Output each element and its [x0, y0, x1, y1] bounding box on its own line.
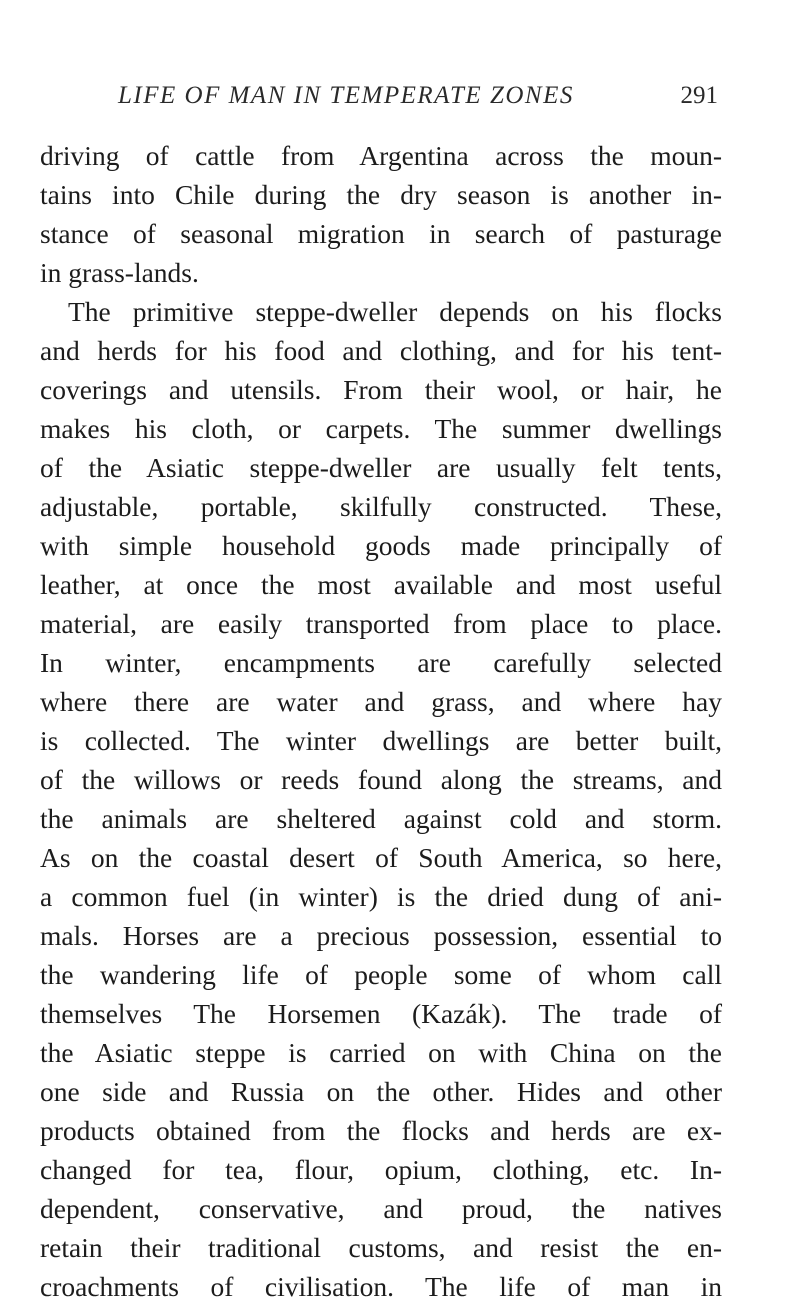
text-line: coverings and utensils. From their wool, or hair, he — [40, 374, 722, 405]
text-line: of the willows or reeds found along the streams, and — [40, 764, 722, 795]
text-line: changed for tea, flour, opium, clothing, etc. In- — [40, 1154, 722, 1185]
text-line: mals. Horses are a precious possession, essential to — [40, 920, 722, 951]
body-text — [40, 136, 722, 1306]
text-line: with simple household goods made principally of — [40, 530, 722, 561]
text-line: of the Asiatic steppe-dweller are usually felt tents, — [40, 452, 722, 483]
text-line: retain their traditional customs, and resist the en- — [40, 1232, 722, 1263]
text-line: a common fuel (in winter) is the dried dung of ani- — [40, 881, 722, 912]
text-line: is collected. The winter dwellings are better built, — [40, 725, 722, 756]
text-line: stance of seasonal migration in search of pasturage — [40, 218, 722, 249]
page-number: 291 — [680, 82, 718, 109]
text-line: products obtained from the flocks and herds are ex- — [40, 1115, 722, 1146]
text-line: one side and Russia on the other. Hides and other — [40, 1076, 722, 1107]
text-line: makes his cloth, or carpets. The summer dwellings — [40, 413, 722, 444]
text-line: themselves The Horsemen (Kazák). The trade of — [40, 998, 722, 1029]
text-line: where there are water and grass, and where hay — [40, 686, 722, 717]
text-line: and herds for his food and clothing, and for his tent- — [40, 335, 722, 366]
text-line: the animals are sheltered against cold and storm. — [40, 803, 722, 834]
running-head — [118, 82, 718, 116]
text-line: in grass-lands. — [40, 257, 199, 288]
text-line: tains into Chile during the dry season is another in- — [40, 179, 722, 210]
text-line: leather, at once the most available and most useful — [40, 569, 722, 600]
text-line: driving of cattle from Argentina across the moun- — [40, 140, 722, 171]
text-line: the wandering life of people some of whom call — [40, 959, 722, 990]
text-line: material, are easily transported from place to place. — [40, 608, 722, 639]
text-line: adjustable, portable, skilfully constructed. These, — [40, 491, 722, 522]
text-line: dependent, conservative, and proud, the natives — [40, 1193, 722, 1224]
running-head-title: LIFE OF MAN IN TEMPERATE ZONES — [118, 82, 574, 109]
text-line: the Asiatic steppe is carried on with China on the — [40, 1037, 722, 1068]
text-line: croachments of civilisation. The life of man in — [40, 1271, 722, 1302]
text-line: As on the coastal desert of South America, so here, — [40, 842, 722, 873]
text-line: The primitive steppe-dweller depends on his flocks — [68, 296, 722, 327]
text-line: In winter, encampments are carefully selected — [40, 647, 722, 678]
